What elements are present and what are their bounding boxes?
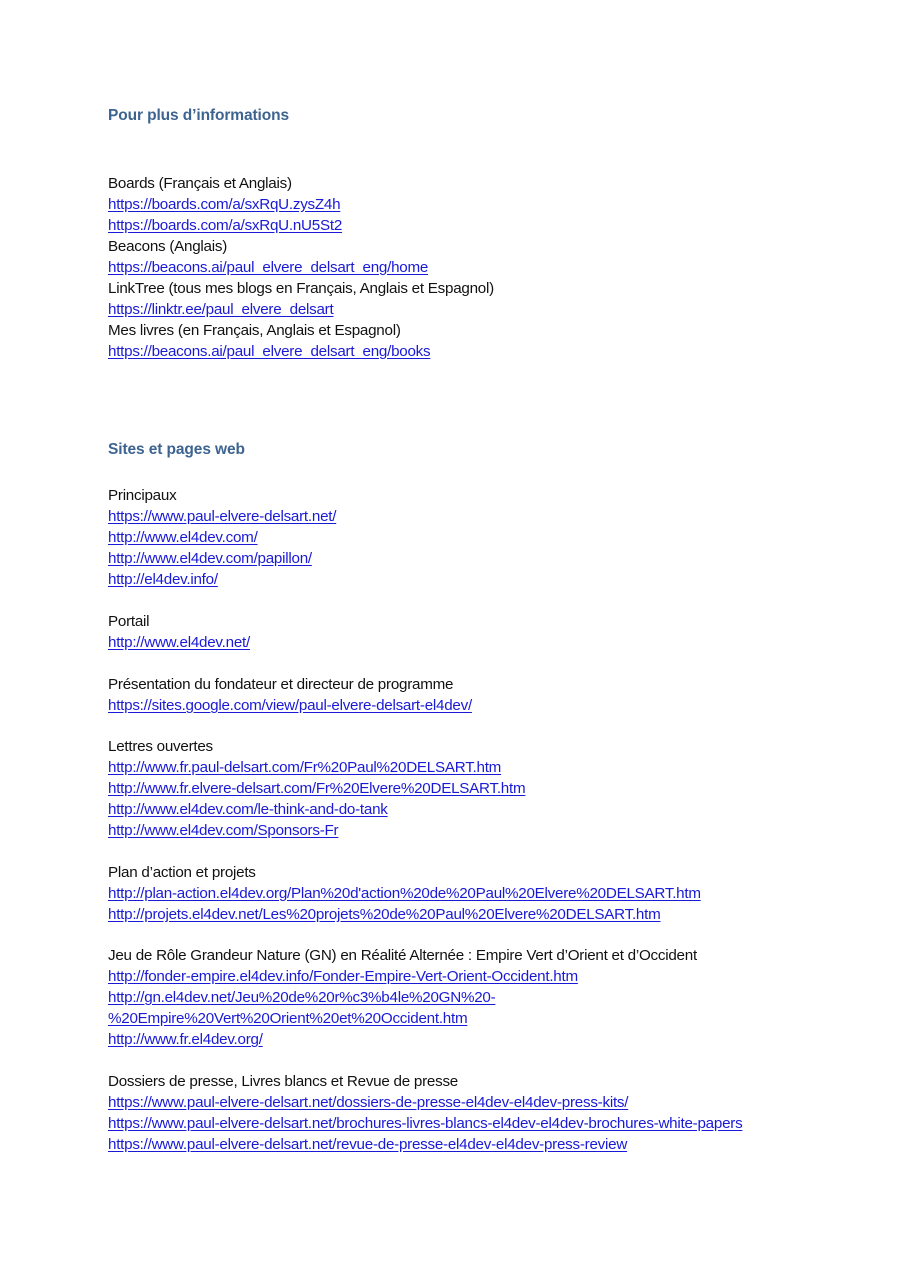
group-title-presentation: Présentation du fondateur et directeur de programme xyxy=(108,676,454,693)
site-link[interactable]: http://www.fr.el4dev.org/ xyxy=(108,1031,263,1048)
site-link[interactable]: http://plan-action.el4dev.org/Plan%20d'action%20de%20Paul%20Elvere%20DELSART.htm xyxy=(108,885,701,902)
site-link[interactable]: http://el4dev.info/ xyxy=(108,571,218,588)
group-title-dossiers-presse: Dossiers de presse, Livres blancs et Revue de presse xyxy=(108,1073,458,1090)
group-plan-action xyxy=(108,862,701,925)
site-link[interactable]: http://www.fr.elvere-delsart.com/Fr%20Elvere%20DELSART.htm xyxy=(108,780,526,797)
group-dossiers-presse xyxy=(108,1071,742,1155)
boards-label: Boards (Français et Anglais) xyxy=(108,175,292,192)
section-heading-websites: Sites et pages web xyxy=(108,441,245,458)
site-link[interactable]: https://www.paul-elvere-delsart.net/ xyxy=(108,508,337,525)
group-title-principaux: Principaux xyxy=(108,487,177,504)
group-title-portail: Portail xyxy=(108,613,150,630)
group-portail xyxy=(108,611,250,653)
site-link[interactable]: http://projets.el4dev.net/Les%20projets%20de%20Paul%20Elvere%20DELSART.htm xyxy=(108,906,661,923)
group-lettres-ouvertes xyxy=(108,736,525,841)
site-link[interactable]: https://sites.google.com/view/paul-elvere-delsart-el4dev/ xyxy=(108,697,472,714)
site-link[interactable]: https://www.paul-elvere-delsart.net/brochures-livres-blancs-el4dev-el4dev-brochures-white-papers xyxy=(108,1115,743,1132)
site-link[interactable]: http://www.el4dev.com/ xyxy=(108,529,258,546)
site-link[interactable]: http://www.fr.paul-delsart.com/Fr%20Paul%20DELSART.htm xyxy=(108,759,502,776)
group-jeu-de-role xyxy=(108,945,697,1050)
site-link[interactable]: http://www.el4dev.com/papillon/ xyxy=(108,550,312,567)
books-label: Mes livres (en Français, Anglais et Espagnol) xyxy=(108,322,401,339)
site-link[interactable]: http://www.el4dev.net/ xyxy=(108,634,250,651)
site-link[interactable]: https://www.paul-elvere-delsart.net/dossiers-de-presse-el4dev-el4dev-press-kits/ xyxy=(108,1094,629,1111)
beacons-label: Beacons (Anglais) xyxy=(108,238,228,255)
group-title-lettres-ouvertes: Lettres ouvertes xyxy=(108,738,213,755)
site-link[interactable]: http://gn.el4dev.net/Jeu%20de%20r%c3%b4le%20GN%20- xyxy=(108,989,496,1006)
section-heading-more-info: Pour plus d’informations xyxy=(108,107,290,124)
site-link[interactable]: https://www.paul-elvere-delsart.net/revue-de-presse-el4dev-el4dev-press-review xyxy=(108,1136,628,1153)
group-title-jeu-de-role: Jeu de Rôle Grandeur Nature (GN) en Réalité Alternée : Empire Vert d’Orient et d’Occident xyxy=(108,947,697,964)
group-presentation xyxy=(108,674,472,716)
beacons-home-link[interactable]: https://beacons.ai/paul_elvere_delsart_eng/home xyxy=(108,259,429,276)
linktree-link[interactable]: https://linktr.ee/paul_elvere_delsart xyxy=(108,301,334,318)
beacons-books-link[interactable]: https://beacons.ai/paul_elvere_delsart_eng/books xyxy=(108,343,431,360)
group-principaux xyxy=(108,485,336,590)
more-info-list xyxy=(108,173,494,362)
site-link[interactable]: http://www.el4dev.com/Sponsors-Fr xyxy=(108,822,339,839)
group-title-plan-action: Plan d’action et projets xyxy=(108,864,256,881)
boards-link-2[interactable]: https://boards.com/a/sxRqU.nU5St2 xyxy=(108,217,343,234)
linktree-label: LinkTree (tous mes blogs en Français, Anglais et Espagnol) xyxy=(108,280,494,297)
site-link[interactable]: http://fonder-empire.el4dev.info/Fonder-Empire-Vert-Orient-Occident.htm xyxy=(108,968,578,985)
site-link[interactable]: http://www.el4dev.com/le-think-and-do-tank xyxy=(108,801,388,818)
boards-link-1[interactable]: https://boards.com/a/sxRqU.zysZ4h xyxy=(108,196,341,213)
site-link-continued[interactable]: %20Empire%20Vert%20Orient%20et%20Occident.htm xyxy=(108,1010,468,1027)
